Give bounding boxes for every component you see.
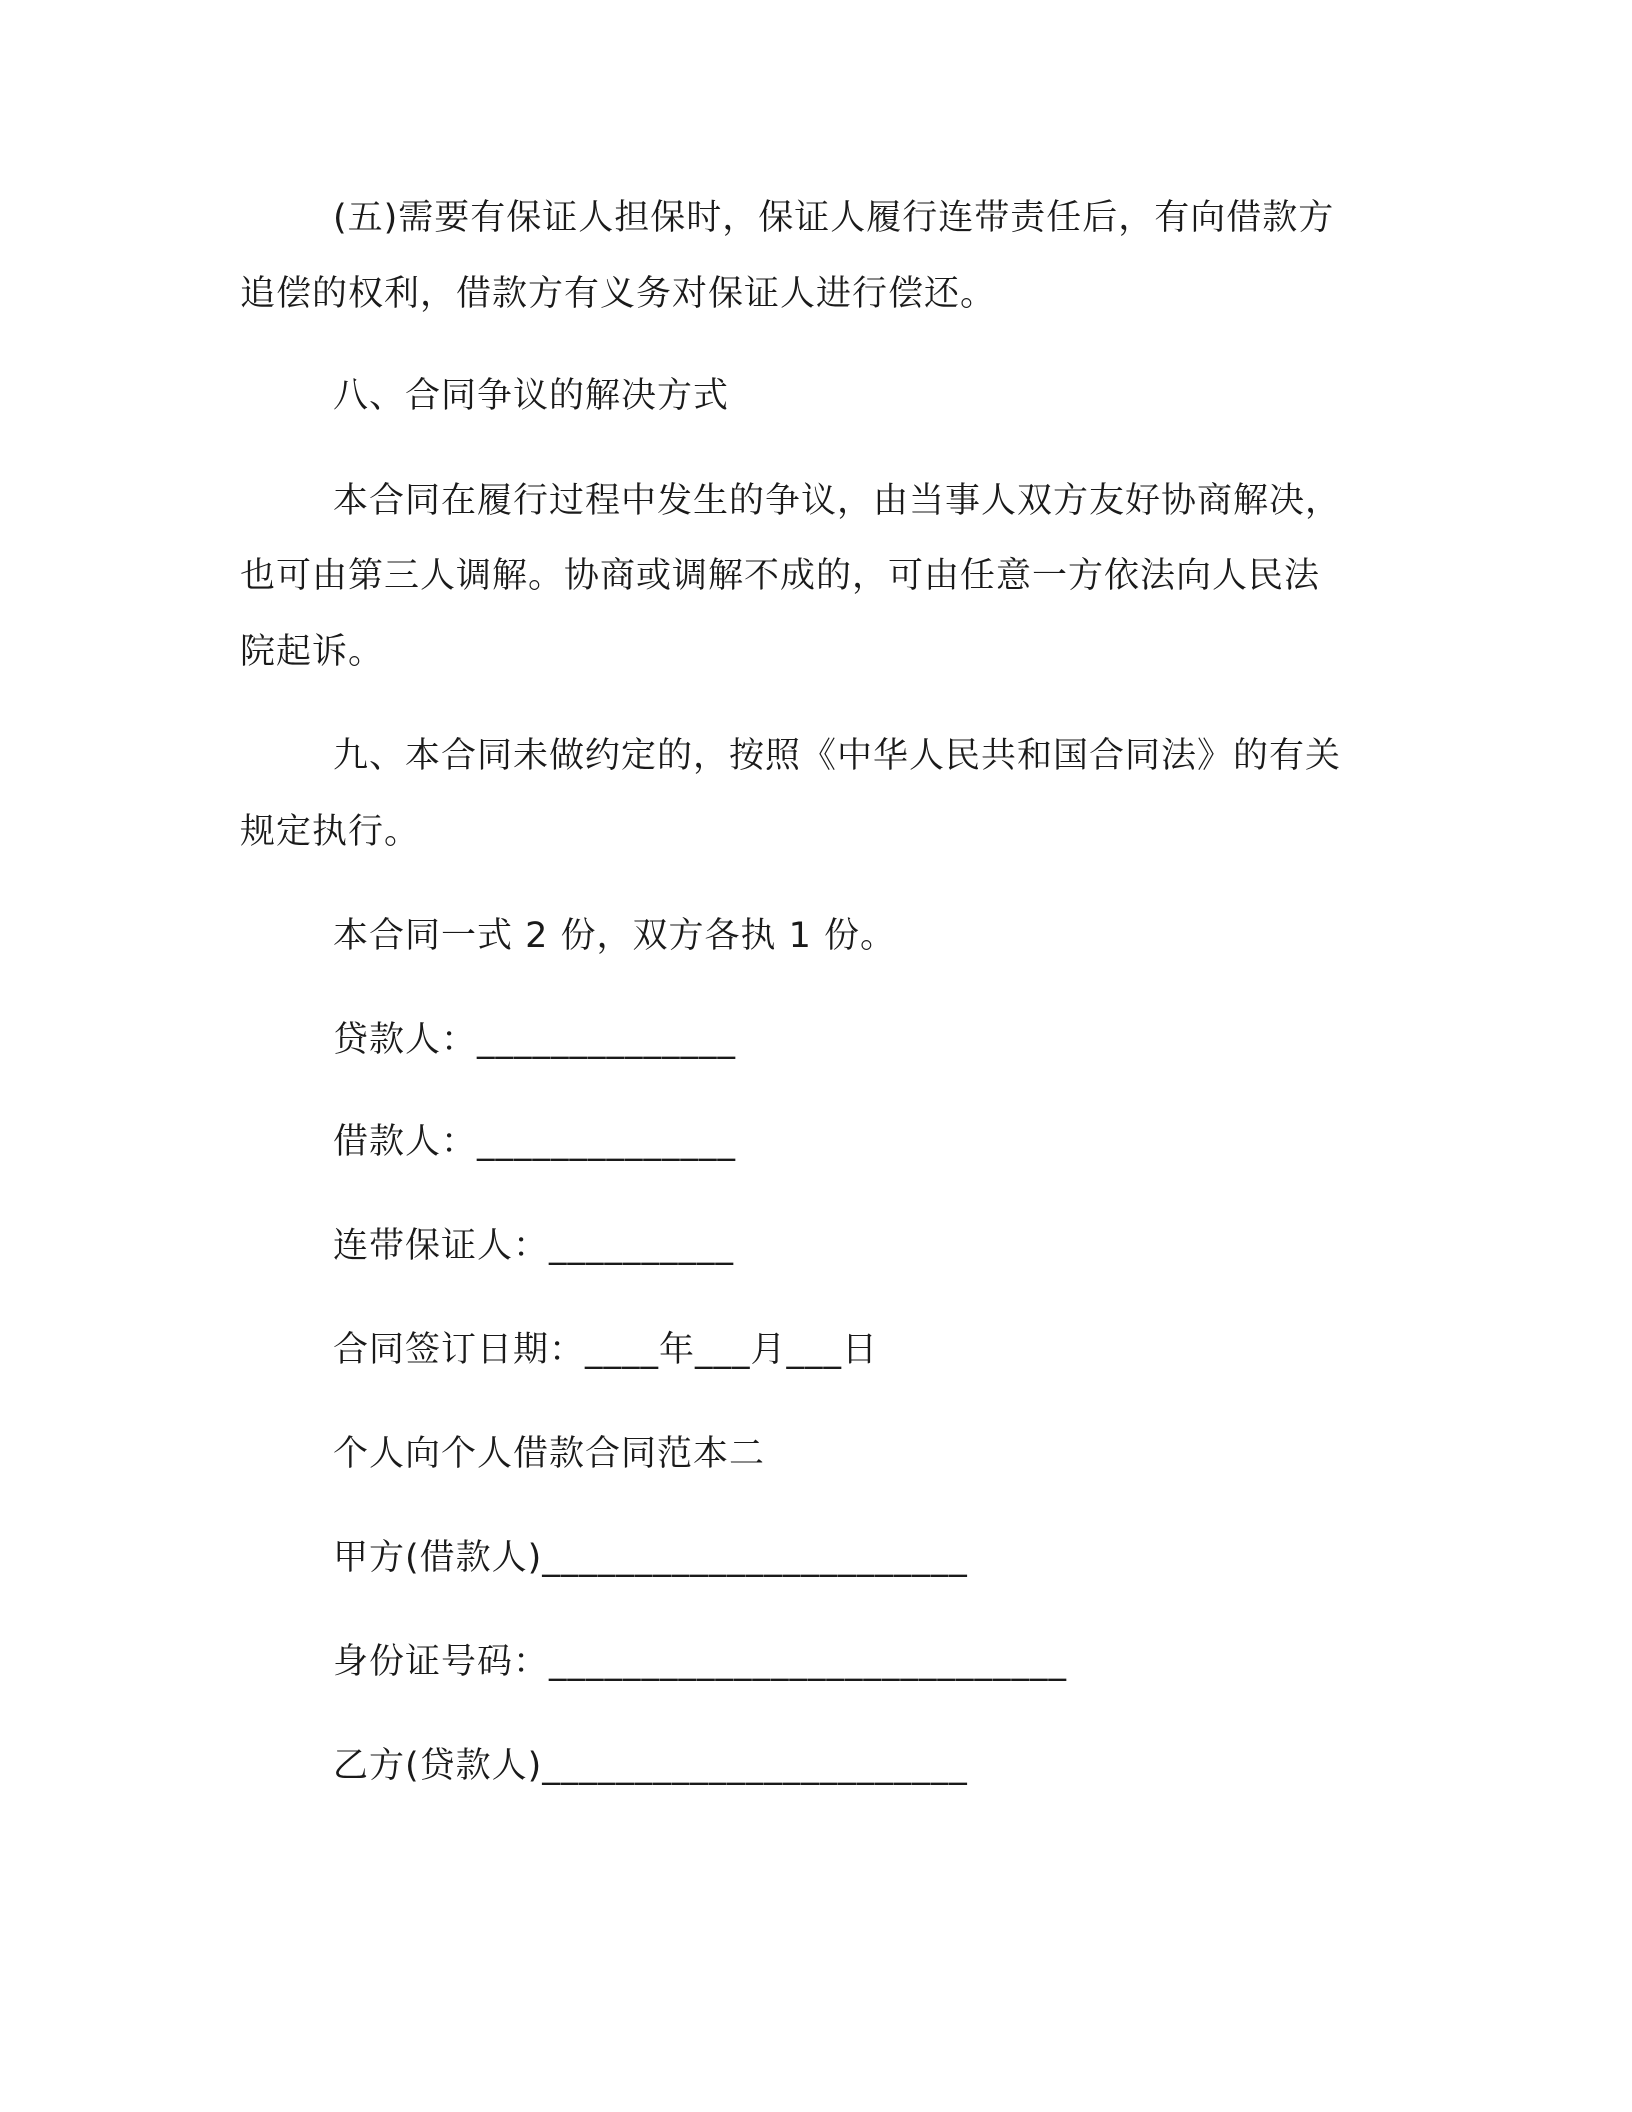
section-8-heading: 八、合同争议的解决方式 (333, 376, 730, 416)
party-b-line: 乙方(贷款人)_______________________ (333, 1746, 968, 1786)
section-8-body-line-2: 也可由第三人调解。协商或调解不成的，可由任意一方依法向人民法 (240, 556, 1321, 596)
guarantor-signature-line: 连带保证人：__________ (333, 1226, 735, 1266)
lender-signature-line: 贷款人：______________ (333, 1020, 737, 1060)
borrower-signature-line: 借款人：______________ (333, 1122, 737, 1162)
section-8-body-line-3: 院起诉。 (240, 632, 385, 672)
clause-5-line-2: 追偿的权利，借款方有义务对保证人进行偿还。 (240, 274, 997, 314)
section-8-body-line-1: 本合同在履行过程中发生的争议，由当事人双方友好协商解决， (333, 481, 1342, 521)
clause-5-line-1: (五)需要有保证人担保时，保证人履行连带责任后，有向借款方 (333, 198, 1335, 238)
party-a-line: 甲方(借款人)_______________________ (333, 1538, 968, 1578)
section-9-line-1: 九、本合同未做约定的，按照《中华人民共和国合同法》的有关 (333, 736, 1342, 776)
id-number-line: 身份证号码：____________________________ (333, 1642, 1068, 1682)
template-two-title: 个人向个人借款合同范本二 (333, 1434, 766, 1474)
sign-date-line: 合同签订日期：____年___月___日 (333, 1330, 879, 1370)
section-9-line-2: 规定执行。 (240, 812, 421, 852)
copies-note: 本合同一式 2 份，双方各执 1 份。 (333, 916, 897, 956)
